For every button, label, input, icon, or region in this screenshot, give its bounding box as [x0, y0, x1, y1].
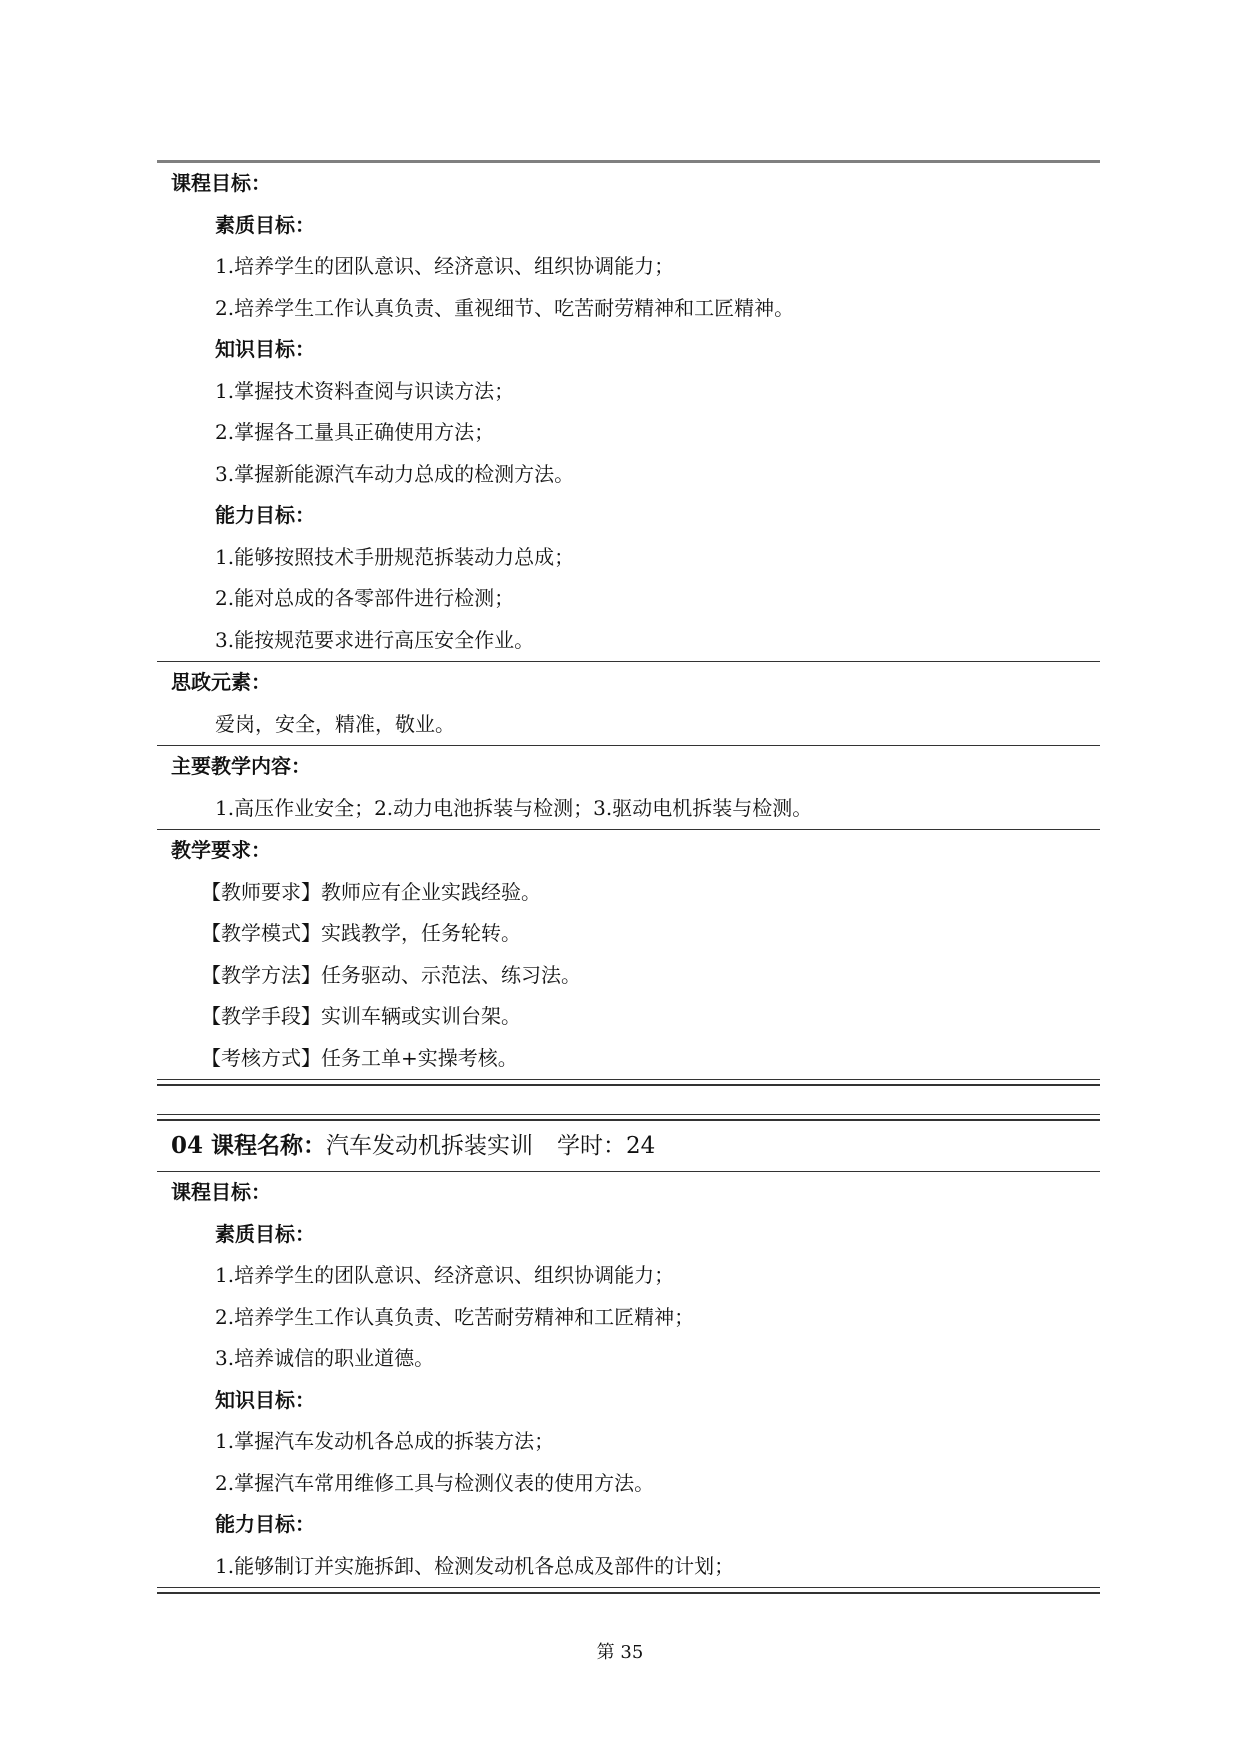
course-04-header	[157, 1121, 1100, 1171]
hours-label: 学时：	[557, 1133, 627, 1159]
teaching-requirements-heading: 教学要求：	[171, 838, 271, 862]
course-04-goals-section	[157, 1172, 1100, 1587]
knowledge-goal-item: 2.掌握各工量具正确使用方法；	[215, 420, 495, 444]
quality-goal-item: 2.培养学生工作认真负责、吃苦耐劳精神和工匠精神；	[215, 1304, 695, 1329]
requirement-item: 【教学模式】实践教学，任务轮转。	[201, 921, 521, 945]
goals-heading: 课程目标：	[171, 171, 271, 195]
bottom-rule	[157, 1587, 1100, 1594]
quality-goals-heading: 素质目标：	[215, 1221, 315, 1246]
teaching-content-section	[157, 746, 1100, 829]
goals-heading: 课程目标：	[171, 1180, 271, 1204]
course-title-line	[171, 1121, 1086, 1171]
teaching-content-text: 1.高压作业安全；2.动力电池拆装与检测；3.驱动电机拆装与检测。	[215, 795, 813, 820]
ability-goals-heading: 能力目标：	[215, 503, 315, 527]
ability-goals-heading: 能力目标：	[215, 1512, 315, 1536]
knowledge-goals-heading: 知识目标：	[215, 337, 315, 361]
ideology-section	[157, 662, 1100, 745]
ability-goal-item: 2.能对总成的各零部件进行检测；	[215, 586, 515, 610]
course-goals-section	[157, 163, 1100, 661]
hours-value: 24	[626, 1133, 656, 1159]
quality-goal-item: 3.培养诚信的职业道德。	[215, 1346, 435, 1370]
ability-goal-item: 3.能按规范要求进行高压安全作业。	[215, 627, 535, 652]
course-name: 汽车发动机拆装实训	[326, 1133, 534, 1159]
quality-goals-heading: 素质目标：	[215, 212, 315, 237]
teaching-content-heading: 主要教学内容：	[171, 754, 311, 778]
page-number: 第 35	[596, 1642, 644, 1663]
requirement-item: 【考核方式】任务工单+实操考核。	[201, 1045, 518, 1070]
knowledge-goal-item: 1.掌握技术资料查阅与识读方法；	[215, 378, 515, 403]
quality-goal-item: 2.培养学生工作认真负责、重视细节、吃苦耐劳精神和工匠精神。	[215, 295, 795, 320]
knowledge-goal-item: 2.掌握汽车常用维修工具与检测仪表的使用方法。	[215, 1470, 655, 1495]
quality-goal-item: 1.培养学生的团队意识、经济意识、组织协调能力；	[215, 1263, 675, 1287]
document-page	[157, 160, 1100, 1594]
ability-goal-item: 1.能够按照技术手册规范拆装动力总成；	[215, 544, 575, 569]
teaching-requirements-section	[157, 830, 1100, 1079]
ideology-heading: 思政元素：	[171, 670, 271, 694]
requirement-item: 【教学手段】实训车辆或实训台架。	[201, 1004, 521, 1028]
ability-goal-item: 1.能够制订并实施拆卸、检测发动机各总成及部件的计划；	[215, 1553, 735, 1578]
course-start-rule	[157, 1114, 1100, 1121]
knowledge-goal-item: 1.掌握汽车发动机各总成的拆装方法；	[215, 1429, 555, 1453]
requirement-item: 【教学方法】任务驱动、示范法、练习法。	[201, 962, 581, 987]
knowledge-goal-item: 3.掌握新能源汽车动力总成的检测方法。	[215, 461, 575, 486]
ideology-text: 爱岗，安全，精准，敬业。	[215, 711, 455, 736]
quality-goal-item: 1.培养学生的团队意识、经济意识、组织协调能力；	[215, 254, 675, 278]
knowledge-goals-heading: 知识目标：	[215, 1387, 315, 1412]
section-end-rule	[157, 1079, 1100, 1086]
requirement-item: 【教师要求】教师应有企业实践经验。	[201, 879, 541, 904]
course-label: 04 课程名称：	[171, 1132, 327, 1159]
